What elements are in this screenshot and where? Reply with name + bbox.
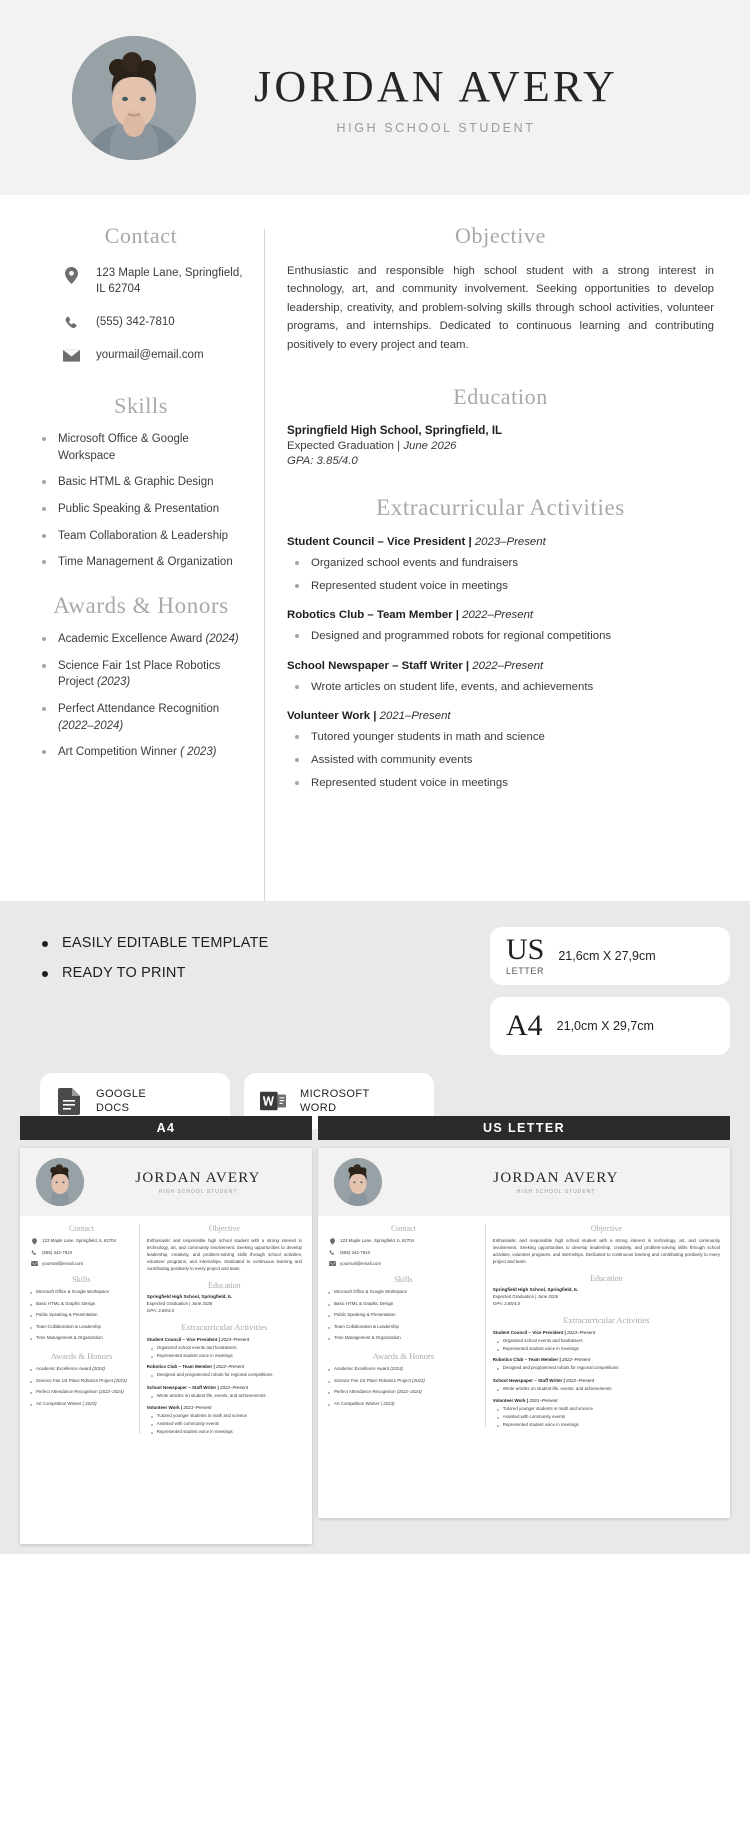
resume-body <box>0 195 750 901</box>
contact-address <box>36 265 246 298</box>
size-card-a4[interactable] <box>490 997 730 1055</box>
activity-role: School Newspaper – Staff Writer | <box>146 1384 219 1390</box>
activity-role: School Newspaper – Staff Writer | <box>492 1377 565 1383</box>
award-name: Art Competition Winner <box>58 746 177 759</box>
preview-us-letter[interactable] <box>318 1148 730 1554</box>
award-name: Science Fair 1st Place Robotics Project <box>334 1377 411 1383</box>
award-name: Art Competition Winner <box>334 1400 380 1406</box>
contact-address-text: 123 Maple Lane, Springfield, IL 62704 <box>340 1238 415 1243</box>
list-item: Public Speaking & Presentation <box>30 1312 133 1319</box>
list-item: Microsoft Office & Google Workspace <box>36 431 246 464</box>
skills-heading: Skills <box>72 1275 91 1284</box>
objective-heading: Objective <box>208 1224 240 1233</box>
list-item: Represented student voice in meetings <box>497 1346 720 1351</box>
google-docs-icon <box>54 1086 84 1116</box>
extracurricular-heading: Extracurricular Activities <box>181 1322 268 1333</box>
extracurricular-heading: Extracurricular Activities <box>563 1315 650 1326</box>
activity-dates: 2021–Present <box>529 1398 558 1404</box>
envelope-icon <box>30 1261 38 1266</box>
award-name: Science Fair 1st Place Robotics Project <box>36 1377 113 1383</box>
list-item: Basic HTML & Graphic Design <box>36 474 246 491</box>
list-item: Time Management & Organization <box>328 1335 479 1342</box>
resume-header <box>0 0 750 195</box>
list-item <box>328 1366 479 1373</box>
award-year: (2022–2024) <box>58 719 124 732</box>
portrait-photo-icon <box>72 36 196 160</box>
list-item: Team Collaboration & Leadership <box>30 1324 133 1331</box>
activity-role: Student Council – Vice President | <box>146 1337 220 1343</box>
activity-dates: 2022–Present <box>216 1364 245 1370</box>
activity-entry <box>493 1330 720 1351</box>
contact-phone-text: (555) 342-7810 <box>340 1250 371 1255</box>
activity-dates: 2021–Present <box>379 710 451 723</box>
activity-entry <box>287 710 714 791</box>
activity-entry <box>147 1364 302 1379</box>
awards-heading: Awards & Honors <box>372 1351 435 1362</box>
activity-entry <box>493 1378 720 1393</box>
list-item: Organized school events and fundraisers <box>497 1338 720 1343</box>
list-item: Organized school events and fundraisers <box>287 555 714 572</box>
size-code: US <box>506 933 545 967</box>
list-item <box>328 1401 479 1408</box>
award-year: (2023) <box>97 676 131 689</box>
awards-heading: Awards & Honors <box>50 1351 113 1362</box>
graduation-line <box>287 440 714 452</box>
activity-bullets <box>287 729 714 791</box>
award-name: Academic Excellence Award <box>36 1366 92 1372</box>
graduation-label: Expected Graduation | <box>146 1301 191 1307</box>
activity-dates: 2022–Present <box>462 609 534 622</box>
objective-text: Enthusiastic and responsible high school student with a strong interest in technology, art, and community involvement. Seeking opportunities to develop leadership, creativity, and problem-solving skills through school activities, volunteer programs, and internships. Dedicated to continuous learning and contributing positively to every project and team. <box>146 1238 302 1272</box>
activity-role: School Newspaper – Staff Writer | <box>287 659 470 672</box>
activity-entry <box>287 609 714 645</box>
gpa: GPA: 3.85/4.0 <box>492 1301 521 1307</box>
job-title: HIGH SCHOOL STUDENT <box>336 120 536 135</box>
graduation-date: June 2026 <box>403 440 457 453</box>
list-item: Time Management & Organization <box>36 554 246 571</box>
location-pin-icon <box>60 265 82 284</box>
activity-entry <box>287 660 714 696</box>
objective-text: Enthusiastic and responsible high school student with a strong interest in technology, art, and community involvement. Seeking opportunities to develop leadership, creativity, and problem-solving skills through school activities, volunteer programs, and internships. Dedicated to continuous learning and contributing positively to every project and team. <box>287 265 714 351</box>
list-item: Tutored younger students in math and science <box>151 1413 302 1418</box>
left-column <box>36 223 264 901</box>
activity-dates: 2023–Present <box>221 1337 250 1343</box>
contact-address-text: 123 Maple Lane, Springfield, IL 62704 <box>42 1238 117 1243</box>
activity-dates: 2022–Present <box>566 1377 595 1383</box>
location-pin-icon <box>328 1238 336 1245</box>
list-item: Microsoft Office & Google Workspace <box>328 1289 479 1296</box>
award-name: Perfect Attendance Recognition <box>334 1389 396 1395</box>
activity-role: Robotics Club – Team Member | <box>146 1364 215 1370</box>
page-title: JORDAN AVERY <box>254 61 618 111</box>
list-item <box>30 1378 133 1385</box>
portrait-photo-icon <box>36 1158 84 1206</box>
mini-resume-us-letter <box>318 1148 730 1518</box>
app-line2: WORD <box>300 1102 337 1114</box>
contact-heading: Contact <box>68 1224 94 1233</box>
activity-role: Volunteer Work | <box>492 1398 529 1404</box>
portrait-photo-icon <box>334 1158 382 1206</box>
job-title: HIGH SCHOOL STUDENT <box>158 1188 238 1195</box>
list-item: Represented student voice in meetings <box>497 1422 720 1427</box>
activity-bullets <box>287 628 714 645</box>
size-dimensions: 21,0cm X 29,7cm <box>556 1019 654 1033</box>
award-name: Perfect Attendance Recognition <box>58 703 220 716</box>
list-item: EASILY EDITABLE TEMPLATE <box>40 935 490 951</box>
list-item <box>36 744 246 761</box>
list-item: Represented student voice in meetings <box>151 1353 302 1358</box>
activity-entry <box>147 1337 302 1358</box>
activity-entry <box>287 536 714 594</box>
list-item: Public Speaking & Presentation <box>328 1312 479 1319</box>
contact-email <box>36 347 246 363</box>
award-year: (2023) <box>114 1377 127 1383</box>
list-item: Organized school events and fundraisers <box>151 1345 302 1350</box>
phone-icon <box>328 1250 336 1256</box>
contact-email-text: yourmail@email.com <box>96 348 204 361</box>
app-label <box>96 1087 146 1115</box>
list-item: READY TO PRINT <box>40 965 490 981</box>
activity-bullets <box>287 555 714 594</box>
avatar <box>36 1158 84 1206</box>
list-item: Assisted with community events <box>497 1414 720 1419</box>
envelope-icon <box>328 1261 336 1266</box>
list-item: Microsoft Office & Google Workspace <box>30 1289 133 1296</box>
size-card-us-letter[interactable] <box>490 927 730 985</box>
list-item <box>30 1401 133 1408</box>
promo-section <box>0 901 750 1116</box>
award-year: (2024) <box>390 1366 404 1372</box>
activity-role: Robotics Club – Team Member | <box>492 1357 561 1363</box>
list-item: Designed and programmed robots for regional competitions <box>497 1365 720 1372</box>
list-item: Team Collaboration & Leadership <box>328 1324 479 1331</box>
education-entry <box>287 424 714 467</box>
list-item: Represented student voice in meetings <box>287 775 714 792</box>
format-bars <box>0 1116 750 1140</box>
location-pin-icon <box>30 1238 38 1245</box>
avatar <box>334 1158 382 1206</box>
education-heading: Education <box>208 1281 241 1291</box>
contact-address-text: 123 Maple Lane, Springfield, IL 62704 <box>96 267 243 296</box>
award-year: (2023) <box>412 1377 425 1383</box>
activity-bullets <box>287 679 714 696</box>
activity-dates: 2022–Present <box>220 1384 249 1390</box>
activity-role: Robotics Club – Team Member | <box>287 609 459 622</box>
activity-dates: 2021–Present <box>183 1405 212 1411</box>
award-name: Science Fair 1st Place Robotics Project <box>58 659 221 689</box>
avatar <box>72 36 196 160</box>
school-name: Springfield High School, Springfield, IL <box>287 424 503 438</box>
award-name: Perfect Attendance Recognition <box>36 1389 98 1395</box>
list-item: Assisted with community events <box>151 1421 302 1426</box>
list-item: Represented student voice in meetings <box>151 1429 302 1434</box>
list-item: Tutored younger students in math and science <box>497 1406 720 1411</box>
graduation-date: June 2026 <box>537 1294 559 1300</box>
contact-heading: Contact <box>390 1224 416 1233</box>
activity-role: Student Council – Vice President | <box>492 1330 566 1336</box>
objective-heading: Objective <box>590 1224 622 1233</box>
activity-entry <box>493 1357 720 1372</box>
envelope-icon <box>60 347 82 362</box>
award-year: (2024) <box>205 633 239 646</box>
activity-entry <box>147 1405 302 1434</box>
mini-header <box>318 1148 730 1216</box>
size-code: A4 <box>506 1008 543 1042</box>
award-year: (2022–2024) <box>396 1389 422 1395</box>
list-item: Time Management & Organization <box>30 1335 133 1342</box>
job-title: HIGH SCHOOL STUDENT <box>516 1188 596 1195</box>
list-item: Basic HTML & Graphic Design <box>328 1301 479 1308</box>
size-sub: LETTER <box>506 965 545 976</box>
objective-heading: Objective <box>455 223 546 248</box>
activity-role: Volunteer Work | <box>287 710 377 723</box>
extracurricular-heading: Extracurricular Activities <box>376 495 625 521</box>
activity-dates: 2023–Present <box>474 536 546 549</box>
skills-heading: Skills <box>394 1275 413 1284</box>
contact-email-text: yourmail@email.com <box>42 1261 84 1266</box>
award-year: (2022–2024) <box>98 1389 124 1395</box>
phone-icon <box>60 314 82 331</box>
list-item: Wrote articles on student life, events, and achievements <box>151 1393 302 1400</box>
award-name: Academic Excellence Award <box>58 633 203 646</box>
feature-list <box>20 927 490 995</box>
preview-thumbnails <box>0 1140 750 1554</box>
award-year: ( 2023) <box>82 1400 97 1406</box>
activity-role: Student Council – Vice President | <box>287 536 472 549</box>
list-item: Tutored younger students in math and science <box>287 729 714 746</box>
microsoft-word-icon <box>258 1086 288 1116</box>
bar-label-us-letter: US LETTER <box>318 1116 730 1140</box>
size-cards <box>490 927 730 1067</box>
graduation-line <box>147 1301 302 1306</box>
app-line2: DOCS <box>96 1102 130 1114</box>
list-item: Public Speaking & Presentation <box>36 501 246 518</box>
school-name: Springfield High School, Springfield, IL <box>146 1294 233 1300</box>
objective-text: Enthusiastic and responsible high school student with a strong interest in technology, art, and community involvement. Seeking opportunities to develop leadership, creativity, and problem-solving skills through school activities, volunteer programs, and internships. Dedicated to continuous learning and contributing positively to every project and team. <box>492 1238 720 1265</box>
header-text <box>254 61 618 135</box>
bar-label-a4: A4 <box>20 1116 312 1140</box>
preview-a4[interactable] <box>20 1148 312 1554</box>
school-name: Springfield High School, Springfield, IL <box>492 1287 579 1293</box>
graduation-date: June 2026 <box>191 1301 213 1307</box>
activity-dates: 2022–Present <box>472 659 544 672</box>
phone-icon <box>30 1250 38 1256</box>
page-title: JORDAN AVERY <box>493 1169 619 1186</box>
list-item: Basic HTML & Graphic Design <box>30 1301 133 1308</box>
education-heading: Education <box>453 384 548 410</box>
award-year: (2024) <box>92 1366 106 1372</box>
award-name: Academic Excellence Award <box>334 1366 390 1372</box>
page-title: JORDAN AVERY <box>135 1169 261 1186</box>
award-name: Art Competition Winner <box>36 1400 82 1406</box>
awards-heading: Awards & Honors <box>53 593 229 619</box>
size-dimensions: 21,6cm X 27,9cm <box>558 949 656 963</box>
contact-heading: Contact <box>104 223 178 248</box>
mini-resume-a4 <box>20 1148 312 1544</box>
activity-dates: 2023–Present <box>567 1330 596 1336</box>
skills-heading: Skills <box>114 392 168 418</box>
list-item: Designed and programmed robots for regional competitions <box>287 628 714 645</box>
mini-header <box>20 1148 312 1216</box>
gpa: GPA: 3.85/4.0 <box>287 455 358 468</box>
award-year: ( 2023) <box>380 1400 395 1406</box>
gpa: GPA: 3.85/4.0 <box>146 1308 175 1314</box>
app-label <box>300 1087 370 1115</box>
activity-entry <box>147 1385 302 1400</box>
list-item: Wrote articles on student life, events, and achievements <box>497 1386 720 1393</box>
graduation-line <box>493 1294 720 1299</box>
list-item <box>36 631 246 648</box>
contact-phone-text: (555) 342-7810 <box>42 1250 73 1255</box>
education-heading: Education <box>590 1274 623 1284</box>
contact-email-text: yourmail@email.com <box>340 1261 382 1266</box>
activity-role: Volunteer Work | <box>146 1405 183 1411</box>
graduation-label: Expected Graduation | <box>492 1294 537 1300</box>
graduation-label: Expected Graduation | <box>287 440 401 453</box>
skills-list <box>36 431 246 571</box>
list-item <box>36 701 246 734</box>
list-item: Designed and programmed robots for regional competitions <box>151 1372 302 1379</box>
list-item: Wrote articles on student life, events, and achievements <box>287 679 714 696</box>
list-item: Team Collaboration & Leadership <box>36 528 246 545</box>
contact-phone-text: (555) 342-7810 <box>96 315 175 328</box>
app-line1: MICROSOFT <box>300 1087 370 1100</box>
activity-dates: 2022–Present <box>562 1357 591 1363</box>
contact-phone <box>36 314 246 331</box>
list-item: Assisted with community events <box>287 752 714 769</box>
activity-entry <box>493 1398 720 1427</box>
list-item <box>328 1378 479 1385</box>
list-item <box>328 1389 479 1396</box>
list-item: Represented student voice in meetings <box>287 578 714 595</box>
app-line1: GOOGLE <box>96 1087 147 1100</box>
right-column <box>265 223 714 901</box>
list-item <box>30 1366 133 1373</box>
list-item <box>30 1389 133 1396</box>
award-year: ( 2023) <box>180 746 217 759</box>
list-item <box>36 658 246 691</box>
awards-list <box>36 631 246 761</box>
